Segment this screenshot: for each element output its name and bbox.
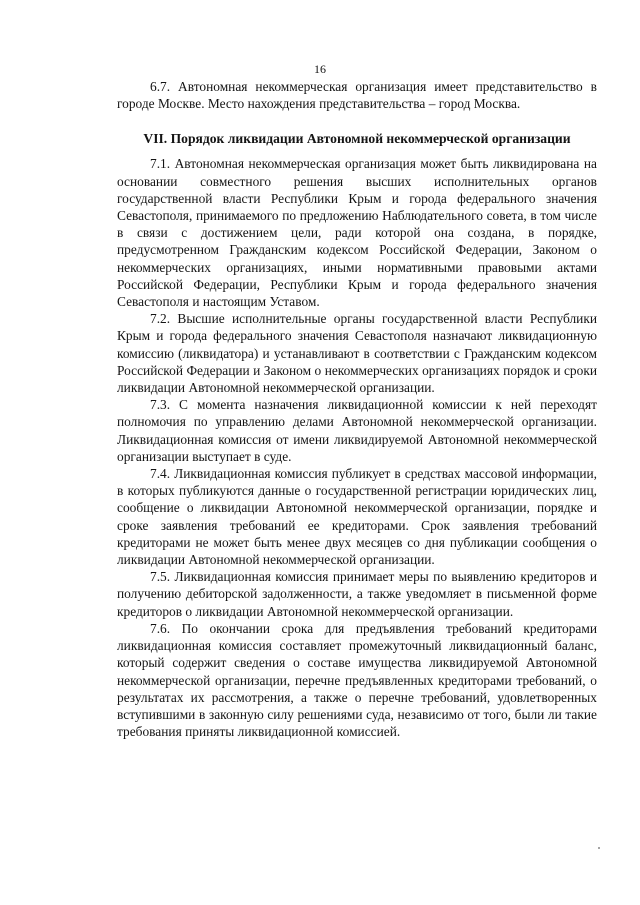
page-number: 16 [314,62,326,76]
paragraph-7-1: 7.1. Автономная некоммерческая организация может быть ликвидирована на основании совместного решения высших исполнительных органов государственной власти Республики Крым и города федерального значения Севастополя, принимаемого по предложению Наблюдательного совета, в том числе в связи с достижением цели, ради которой она создана, в порядке, предусмотренном Гражданским кодексом Российской Федерации, Законом о некоммерческих организациях, иными нормативными правовыми актами Российской Федерации, Республики Крым и города федерального значения Севастополя и настоящим Уставом. [117,156,597,310]
paragraph-7-4: 7.4. Ликвидационная комиссия публикует в средствах массовой информации, в которых публикуются данные о государственной регистрации юридических лиц, сообщение о ликвидации Автономной некоммерческой организации, порядке и сроке заявления требований ее кредиторами. Срок заявления требований кредиторами не может быть менее двух месяцев со дня публикации сообщения о ликвидации Автономной некоммерческой организации. [117,466,597,568]
scan-speck [598,847,600,849]
document-body [117,78,597,740]
paragraph-7-5: 7.5. Ликвидационная комиссия принимает меры по выявлению кредиторов и получению дебиторской задолженности, а также уведомляет в письменной форме кредиторов о ликвидации Автономной некоммерческой организации. [117,569,597,619]
paragraph-7-3: 7.3. С момента назначения ликвидационной комиссии к ней переходят полномочия по управлению делами Автономной некоммерческой организации. Ликвидационная комиссия от имени ликвидируемой Автономной некоммерческой организации выступает в суде. [117,397,597,464]
paragraph-6-7: 6.7. Автономная некоммерческая организация имеет представительство в городе Москве. Место нахождения представительства – город Москва. [117,79,597,112]
section-heading: VII. Порядок ликвидации Автономной некоммерческой организации [143,131,571,147]
paragraph-7-6: 7.6. По окончании срока для предъявления требований кредиторами ликвидационная комиссия составляет промежуточный ликвидационный баланс, который содержит сведения о составе имущества ликвидируемой Автономной некоммерческой организации, перечне предъявленных кредиторами требований, о результатах их рассмотрения, а также о перечне требований, удовлетворенных вступившими в законную силу решениями суда, независимо от того, были ли такие требования приняты ликвидационной комиссией. [117,620,597,740]
paragraph-7-2: 7.2. Высшие исполнительные органы государственной власти Республики Крым и города федерального значения Севастополя назначают ликвидационную комиссию (ликвидатора) и устанавливают в соответствии с Гражданским кодексом Российской Федерации и Законом о некоммерческих организациях порядок и сроки ликвидации Автономной некоммерческой организации. [117,311,597,396]
